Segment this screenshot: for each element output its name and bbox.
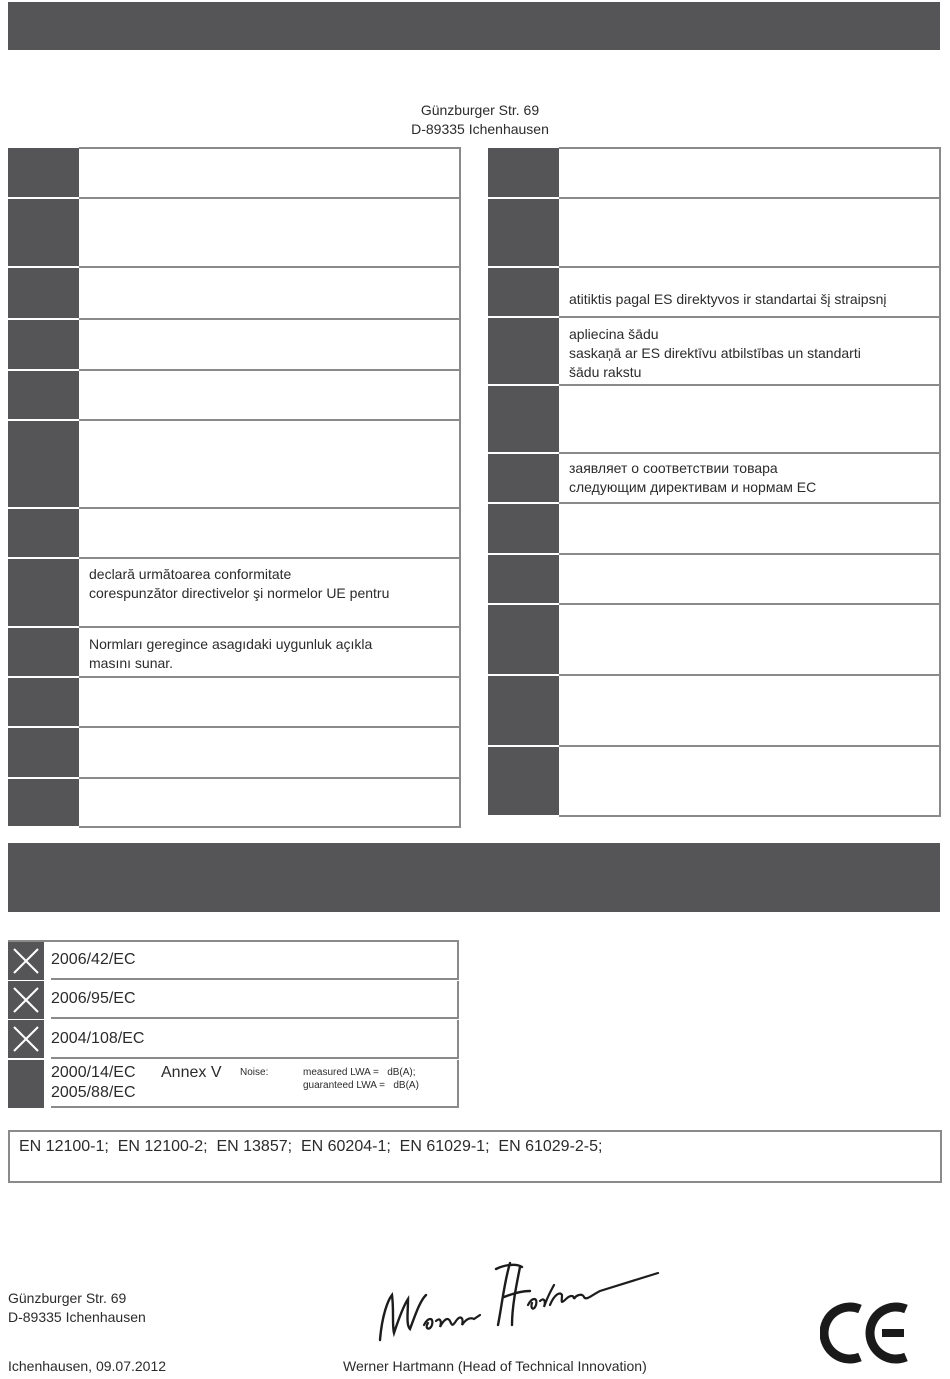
language-square [8,558,79,627]
language-row [8,677,460,727]
language-square [8,319,79,370]
language-cell [559,746,940,816]
declaration-text: Normları geregince asagıdaki uygunluk açıkla masını sunar. [89,636,373,671]
declaration-text [79,371,459,378]
ce-mark [820,1300,912,1366]
footer-city: D-89335 Ichenhausen [8,1309,146,1325]
noise-directive-label-2: 2005/88/EC [51,1084,136,1101]
language-row [488,554,940,604]
language-square [488,746,559,816]
language-row [488,385,940,453]
right-declaration-table [488,147,941,817]
declaration-text: declară următoarea conformitate corespunzător directivelor şi normelor UE pentru [89,566,390,601]
language-cell [559,554,940,604]
language-cell [79,727,460,778]
directive-row [8,1020,459,1058]
header-band [8,2,940,50]
language-row [8,267,460,319]
language-row [8,558,460,627]
directive-row [8,981,459,1019]
footer-street: Günzburger Str. 69 [8,1290,127,1306]
language-square [8,267,79,319]
language-square [488,317,559,385]
signature [370,1255,665,1345]
language-row [488,267,940,317]
language-row [488,604,940,675]
language-square [488,267,559,317]
language-cell [79,627,460,677]
language-cell [559,503,940,554]
language-row [8,627,460,677]
directive-cell [51,981,459,1019]
language-cell [79,508,460,558]
declaration-text [79,268,459,275]
noise-directive-label-1: 2000/14/EC [51,1064,136,1081]
directive-label: 2006/95/EC [51,990,136,1007]
language-square [488,675,559,746]
declaration-text [559,747,939,754]
declaration-text [79,199,459,206]
footer-address [8,1289,146,1327]
language-cell [559,675,940,746]
language-row [8,319,460,370]
language-cell [79,198,460,267]
declaration-text [79,149,459,156]
language-cell [559,453,940,503]
declaration-text [79,779,459,786]
language-cell [559,385,940,453]
signature-drawing [370,1255,665,1345]
language-cell [79,148,460,198]
language-square [488,604,559,675]
language-cell [559,267,940,317]
declaration-text [559,386,939,393]
company-address [330,101,630,139]
standards-box [8,1130,942,1183]
language-square [8,148,79,198]
language-row [8,370,460,420]
language-row [488,675,940,746]
language-row [488,148,940,198]
declaration-text [79,320,459,327]
language-row [8,727,460,778]
language-cell [559,317,940,385]
language-square [8,677,79,727]
language-square [488,554,559,604]
directive-row [8,942,459,980]
language-square [8,778,79,827]
language-square [8,508,79,558]
noise-directive-cell [51,1060,459,1108]
cross-icon [8,942,44,980]
declaration-text [559,199,939,206]
place-date: Ichenhausen, 09.07.2012 [8,1358,167,1374]
language-cell [79,267,460,319]
directive-label: 2004/108/EC [51,1030,145,1047]
checked-box [8,942,44,980]
language-cell [79,778,460,827]
directive-cell [51,942,459,980]
language-row [8,198,460,267]
language-square [488,385,559,453]
declaration-text [559,605,939,612]
declaration-text [559,676,939,683]
language-row [488,317,940,385]
language-square [8,370,79,420]
language-row [8,420,460,508]
signatory-name: Werner Hartmann (Head of Technical Innovation) [343,1358,647,1374]
language-row [488,746,940,816]
language-cell [559,198,940,267]
declaration-text [79,678,459,685]
language-row [488,453,940,503]
language-square [488,198,559,267]
standards-text: EN 12100-1; EN 12100-2; EN 13857; EN 60204-1; EN 61029-1; EN 61029-2-5; [19,1138,603,1155]
language-row [8,508,460,558]
declaration-text [79,509,459,516]
language-row [8,778,460,827]
language-row [8,148,460,198]
language-cell [559,148,940,198]
cross-icon [8,981,44,1019]
language-square [8,727,79,778]
cross-icon [8,1020,44,1058]
language-row [488,198,940,267]
ce-mark-icon [820,1300,912,1366]
annex-label: Annex V [161,1064,222,1081]
address-city: D-89335 Ichenhausen [411,121,549,137]
address-street: Günzburger Str. 69 [420,102,540,118]
language-cell [79,420,460,508]
declaration-text [559,149,939,156]
noise-directive-row [8,1060,459,1108]
language-square [488,148,559,198]
language-square [8,420,79,508]
noise-guaranteed: guaranteed LWA = dB(A) [303,1080,419,1091]
language-square [488,453,559,503]
declaration-text [559,555,939,562]
declaration-text [79,421,459,428]
checked-box [8,1020,44,1058]
language-square [488,503,559,554]
declaration-text [79,728,459,735]
checked-box [8,981,44,1019]
unchecked-box [8,1060,44,1108]
language-square [8,627,79,677]
left-declaration-table [8,147,461,828]
declaration-text: заявляет о соответствии товара следующим директивам и нормам ЕС [569,460,817,495]
language-square [8,198,79,267]
language-cell [79,558,460,627]
directives-list [8,940,459,1108]
directive-label: 2006/42/EC [51,951,136,968]
language-cell [79,370,460,420]
declaration-text: apliecina šādu saskaņā ar ES direktīvu atbilstības un standarti šādu rakstu [569,326,861,380]
language-cell [79,677,460,727]
directive-cell [51,1020,459,1059]
language-cell [559,604,940,675]
directives-band [8,843,940,912]
declaration-text [559,504,939,511]
language-cell [79,319,460,370]
noise-label: Noise: [240,1067,269,1078]
language-row [488,503,940,554]
declaration-text: atitiktis pagal ES direktyvos ir standartai šį straipsnį [569,291,887,307]
noise-measured: measured LWA = dB(A); [303,1067,416,1078]
